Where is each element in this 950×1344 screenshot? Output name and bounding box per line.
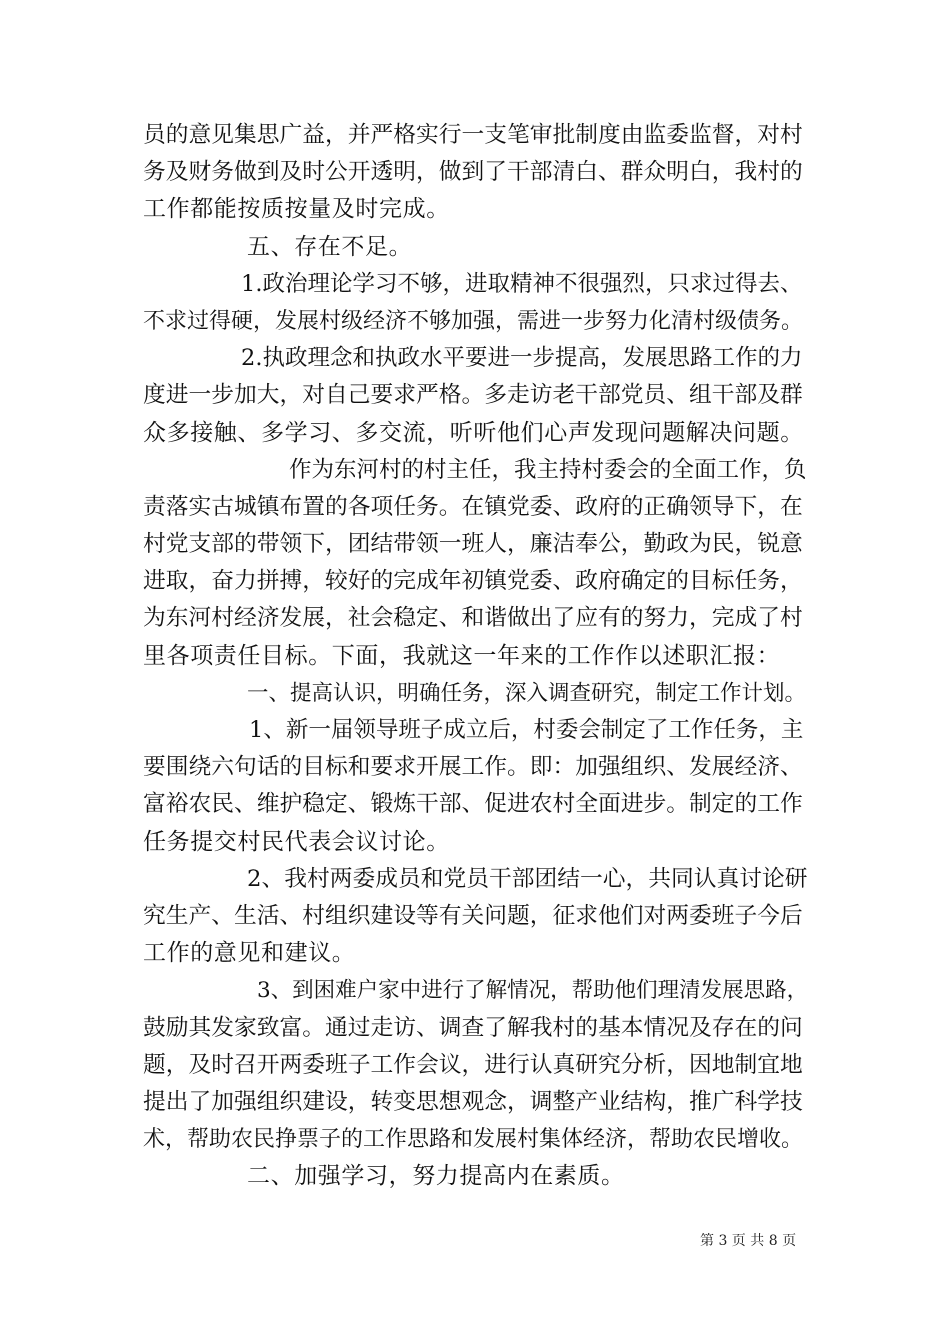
section-heading: 五、存在不足。 xyxy=(247,233,413,260)
text-line: 度进一步加大，对自己要求严格。多走访老干部党员、组干部及群 xyxy=(143,382,803,409)
text-line: 提出了加强组织建设，转变思想观念，调整产业结构，推广科学技 xyxy=(143,1088,803,1115)
text-line: 2、我村两委成员和党员干部团结一心，共同认真讨论研 xyxy=(247,865,808,892)
text-line: 进取，奋力拼搏，较好的完成年初镇党委、政府确定的目标任务， xyxy=(143,568,803,595)
text-line: 2.执政理念和执政水平要进一步提高，发展思路工作的力 xyxy=(241,345,803,372)
text-line: 不求过得硬，发展村级经济不够加强，需进一步努力化清村级债务。 xyxy=(143,308,804,334)
text-line: 要围绕六句话的目标和要求开展工作。即：加强组织、发展经济、 xyxy=(143,754,803,781)
text-line: 员的意见集思广益，并严格实行一支笔审批制度由监委监督，对村 xyxy=(143,122,803,148)
text-line: 1、新一届领导班子成立后，村委会制定了工作任务，主 xyxy=(249,717,804,743)
text-line: 为东河村经济发展，社会稳定、和谐做出了应有的努力，完成了村 xyxy=(143,605,803,632)
text-line: 村党支部的带领下，团结带领一班人，廉洁奉公，勤政为民，锐意 xyxy=(143,531,803,558)
page-number: 第 3 页 共 8 页 xyxy=(700,1233,797,1249)
text-line: 究生产、生活、村组织建设等有关问题，征求他们对两委班子今后 xyxy=(143,902,803,929)
text-line: 工作的意见和建议。 xyxy=(143,940,356,967)
section-heading: 一、提高认识，明确任务，深入调查研究，制定工作计划。 xyxy=(247,680,807,706)
document-body xyxy=(143,117,808,1195)
text-line: 富裕农民、维护稳定、锻炼干部、促进农村全面进步。制定的工作 xyxy=(143,791,803,818)
text-line: 工作都能按质按量及时完成。 xyxy=(143,196,450,223)
text-line: 题，及时召开两委班子工作会议，进行认真研究分析，因地制宜地 xyxy=(143,1051,803,1078)
text-line: 里各项责任目标。下面，我就这一年来的工作作以述职汇报： xyxy=(143,642,781,669)
text-line: 作为东河村的村主任，我主持村委会的全面工作，负 xyxy=(289,456,807,483)
section-heading: 二、加强学习，努力提高内在素质。 xyxy=(247,1163,625,1190)
text-line: 鼓励其发家致富。通过走访、调查了解我村的基本情况及存在的问 xyxy=(143,1014,803,1041)
text-line: 众多接触、多学习、多交流，听听他们心声发现问题解决问题。 xyxy=(143,419,804,446)
text-line: 责落实古城镇布置的各项任务。在镇党委、政府的正确领导下，在 xyxy=(143,493,803,520)
text-line: 务及财务做到及时公开透明，做到了干部清白、群众明白，我村的 xyxy=(143,159,803,186)
text-line: 术，帮助农民挣票子的工作思路和发展村集体经济，帮助农民增收。 xyxy=(143,1127,804,1153)
text-line: 3、到困难户家中进行了解情况，帮助他们理清发展思路， xyxy=(257,978,809,1004)
text-line: 1.政治理论学习不够，进取精神不很强烈，只求过得去、 xyxy=(241,270,803,297)
text-line: 任务提交村民代表会议讨论。 xyxy=(143,828,450,855)
